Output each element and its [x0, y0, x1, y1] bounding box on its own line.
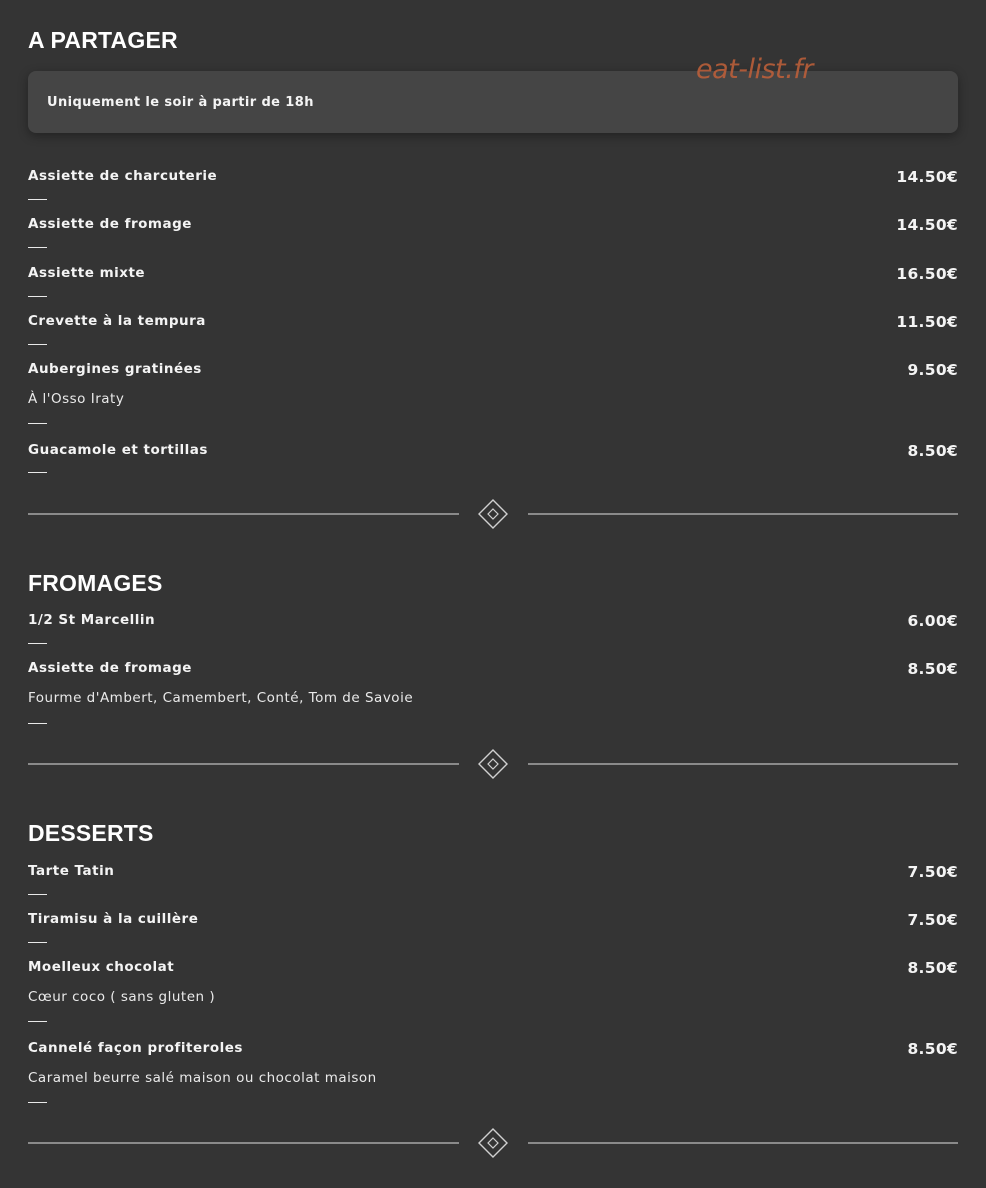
- item-price: 6.00€: [907, 612, 958, 630]
- item-dash: [28, 247, 47, 248]
- item-name: Moelleux chocolat: [28, 959, 175, 975]
- item-dash: [28, 199, 47, 200]
- item-name: Assiette de charcuterie: [28, 168, 218, 184]
- item-name: Aubergines gratinées: [28, 361, 202, 377]
- item-dash: [28, 423, 47, 424]
- item-name: Tarte Tatin: [28, 863, 115, 879]
- item-name: Guacamole et tortillas: [28, 442, 208, 458]
- section-title-a-partager: A PARTAGER: [28, 27, 178, 53]
- divider-line-left: [28, 763, 459, 765]
- item-dash: [28, 1021, 47, 1022]
- item-dash: [28, 894, 47, 895]
- item-price: 8.50€: [907, 1040, 958, 1058]
- item-name: Tiramisu à la cuillère: [28, 911, 199, 927]
- diamond-ornament-icon: [477, 1127, 509, 1159]
- item-price: 16.50€: [896, 265, 958, 283]
- item-name: Assiette mixte: [28, 265, 146, 281]
- item-name: Assiette de fromage: [28, 660, 192, 676]
- item-price: 14.50€: [896, 168, 958, 186]
- divider-line-left: [28, 513, 459, 515]
- item-price: 8.50€: [907, 660, 958, 678]
- item-description: Caramel beurre salé maison ou chocolat maison: [28, 1070, 377, 1086]
- item-dash: [28, 344, 47, 345]
- divider-line-right: [528, 763, 958, 765]
- diamond-ornament-icon: [477, 748, 509, 780]
- item-price: 9.50€: [907, 361, 958, 379]
- evening-notice: [28, 71, 958, 133]
- item-dash: [28, 643, 47, 644]
- item-name: Cannelé façon profiteroles: [28, 1040, 243, 1056]
- item-name: 1/2 St Marcellin: [28, 612, 156, 628]
- item-description: À l'Osso Iraty: [28, 391, 125, 407]
- diamond-ornament-icon: [477, 498, 509, 530]
- section-title-fromages: FROMAGES: [28, 570, 163, 596]
- watermark: eat-list.fr: [696, 54, 813, 85]
- item-price: 14.50€: [896, 216, 958, 234]
- divider-line-right: [528, 1142, 958, 1144]
- divider-line-right: [528, 513, 958, 515]
- item-price: 7.50€: [907, 863, 958, 881]
- section-divider: [28, 1127, 958, 1159]
- item-description: Cœur coco ( sans gluten ): [28, 989, 216, 1005]
- item-dash: [28, 296, 47, 297]
- item-dash: [28, 942, 47, 943]
- item-dash: [28, 1102, 47, 1103]
- item-dash: [28, 723, 47, 724]
- item-dash: [28, 472, 47, 473]
- item-price: 7.50€: [907, 911, 958, 929]
- item-name: Crevette à la tempura: [28, 313, 206, 329]
- section-divider: [28, 748, 958, 780]
- section-title-desserts: DESSERTS: [28, 820, 154, 846]
- item-price: 8.50€: [907, 442, 958, 460]
- item-price: 8.50€: [907, 959, 958, 977]
- item-price: 11.50€: [896, 313, 958, 331]
- item-description: Fourme d'Ambert, Camembert, Conté, Tom de Savoie: [28, 690, 414, 706]
- section-divider: [28, 498, 958, 530]
- evening-notice-text: Uniquement le soir à partir de 18h: [47, 94, 314, 110]
- item-name: Assiette de fromage: [28, 216, 192, 232]
- divider-line-left: [28, 1142, 459, 1144]
